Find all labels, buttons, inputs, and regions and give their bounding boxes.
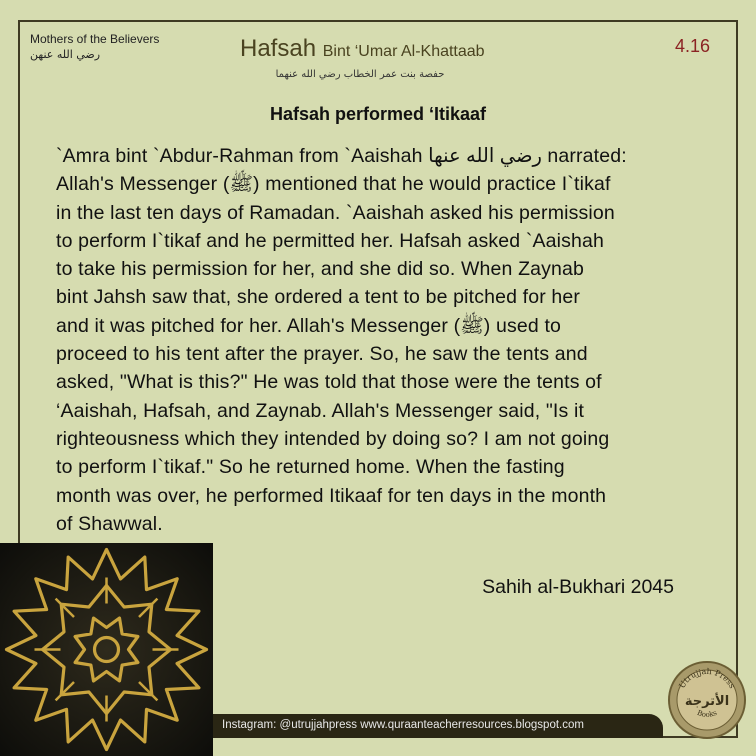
series-label: [30, 32, 159, 62]
page-title: [240, 34, 560, 80]
text-line: ‘Aaishah, Hafsah, and Zaynab. Allah's Messenger said, "Is it: [56, 399, 585, 422]
islamic-star-ornament: [0, 543, 213, 756]
section-heading: Hafsah performed ‘Itikaaf: [269, 104, 487, 124]
series-arabic: رضي الله عنهن: [30, 48, 101, 61]
hadith-text: [56, 142, 700, 538]
text-line: of Shawwal.: [56, 512, 163, 535]
text-line: month was over, he performed Itikaaf for ten days in the month: [56, 484, 607, 507]
title-arabic: حفصة بنت عمر الخطاب رضي الله عنهما: [275, 69, 445, 80]
title-name: Hafsah: [240, 35, 317, 62]
logo-top-text: Utrujjah Press: [677, 666, 737, 690]
text-line: righteousness which they intended by doing so? I am not going: [56, 427, 610, 450]
text-line: asked, "What is this?" He was told that those were the tents of: [56, 371, 602, 394]
text-line: `Amra bint `Abdur-Rahman from `Aaishah رضي الله عنها narrated:: [56, 145, 627, 167]
text-line: to perform I`tikaf and he permitted her. Hafsah asked `Aaishah: [56, 229, 604, 252]
text-line: to perform I`tikaf." So he returned home. When the fasting: [56, 456, 565, 479]
logo-bottom-text: Books: [695, 708, 719, 719]
text-line: bint Jahsh saw that, she ordered a tent to be pitched for her: [56, 286, 581, 309]
series-title: Mothers of the Believers: [30, 32, 160, 46]
title-lineage: Bint ‘Umar Al-Khattaab: [322, 43, 485, 60]
footer-links[interactable]: Instagram: @utrujjahpress www.quraanteacherresources.blogspot.com: [222, 719, 584, 731]
text-line: and it was pitched for her. Allah's Messenger (ﷺ) used to: [56, 314, 562, 337]
text-line: in the last ten days of Ramadan. `Aaishah asked his permission: [56, 201, 615, 224]
publisher-logo: [667, 660, 747, 740]
text-line: to take his permission for her, and she did so. When Zaynab: [56, 258, 585, 281]
logo-arabic: الأترجة: [684, 694, 730, 709]
page-number: 4.16: [674, 36, 710, 56]
text-line: proceed to his tent after the prayer. So, he saw the tents and: [56, 343, 588, 366]
text-line: Allah's Messenger (ﷺ) mentioned that he would practice I`tikaf: [56, 173, 611, 196]
citation: Sahih al-Bukhari 2045: [482, 576, 674, 598]
